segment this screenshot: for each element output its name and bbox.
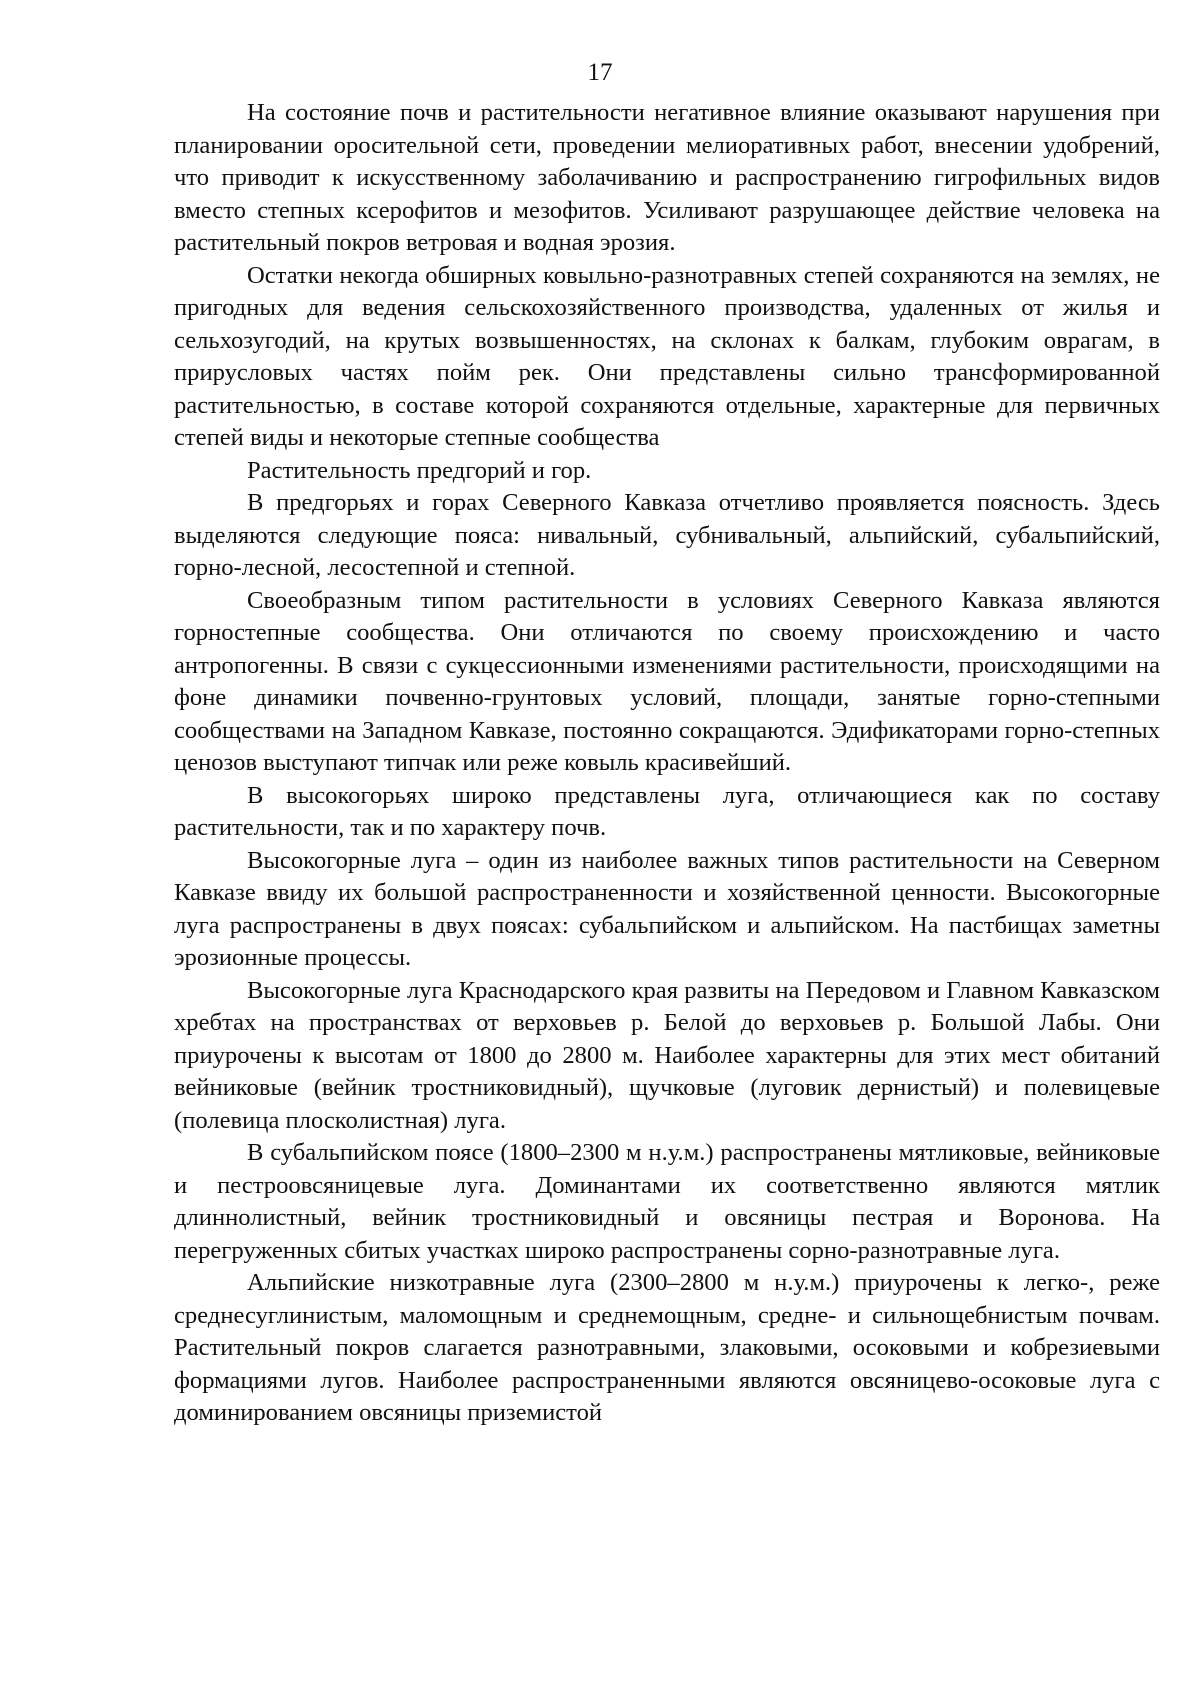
page-number: 17 — [587, 59, 613, 86]
paragraph-alpine-lowgrass: Альпийские низкотравные луга (2300–2800 м н.у.м.) приурочены к легко-, реже среднесуглинистым, маломощным и среднемощным, средне- и сильнощебнистым почвам. Растительный покров слагается разнотравными, злаковыми, осоковыми и кобрезиевыми формациями лугов. Наиболее распространенными являются овсяницево-осоковые луга с доминированием овсяницы приземистой — [174, 1269, 1160, 1426]
paragraph-subalpine-belt: В субальпийском поясе (1800–2300 м н.у.м.) распространены мятликовые, вейниковые и пестроовсяницевые луга. Доминантами их соответственно являются мятлик длиннолистный, вейник тростниковидный и овсяницы пестрая и Воронова. На перегруженных сбитых участках широко распространены сорно-разнотравные луга. — [174, 1139, 1160, 1264]
body-text — [174, 97, 1160, 1430]
section-heading-foothills: Растительность предгорий и гор. — [247, 456, 592, 484]
paragraph-soil-impact: На состояние почв и растительности негативное влияние оказывают нарушения при планировании оросительной сети, проведении мелиоративных работ, внесении удобрений, что приводит к искусственному заболачиванию и распространению гигрофильных видов вместо степных ксерофитов и мезофитов. Усиливают разрушающее действие человека на растительный покров ветровая и водная эрозия. — [174, 99, 1160, 256]
paragraph-steppe-remnants: Остатки некогда обширных ковыльно-разнотравных степей сохраняются на землях, не пригодных для ведения сельскохозяйственного производства, удаленных от жилья и сельхозугодий, на крутых возвышенностях, на склонах к балкам, глубоким оврагам, в прирусловых частях пойм рек. Они представлены сильно трансформированной растительностью, в составе которой сохраняются отдельные, характерные для первичных степей виды и некоторые степные сообщества — [174, 261, 1160, 451]
paragraph-mountain-steppe: Своеобразным типом растительности в условиях Северного Кавказа являются горностепные сообщества. Они отличаются по своему происхождению и часто антропогенны. В связи с сукцессионными изменениями растительности, происходящими на фоне динамики почвенно-грунтовых условий, площади, занятые горно-степными сообществами на Западном Кавказе, постоянно сокращаются. Эдификаторами горно-степных ценозов выступают типчак или реже ковыль красивейший. — [174, 586, 1160, 776]
paragraph-highland-meadows: В высокогорьях широко представлены луга, отличающиеся как по составу растительности, так и по характеру почв. — [174, 781, 1160, 841]
paragraph-alpine-meadows-importance: Высокогорные луга – один из наиболее важных типов растительности на Северном Кавказе ввиду их большой распространенности и хозяйственной ценности. Высокогорные луга распространены в двух поясах: субальпийском и альпийском. На пастбищах заметны эрозионные процессы. — [174, 846, 1160, 971]
paragraph-altitudinal-zones: В предгорьях и горах Северного Кавказа отчетливо проявляется поясность. Здесь выделяются следующие пояса: нивальный, субнивальный, альпийский, субальпийский, горно-лесной, лесостепной и степной. — [174, 489, 1160, 581]
paragraph-krasnodar-meadows: Высокогорные луга Краснодарского края развиты на Передовом и Главном Кавказском хребтах на пространствах от верховьев р. Белой до верховьев р. Большой Лабы. Они приурочены к высотам от 1800 до 2800 м. Наиболее характерны для этих мест обитаний вейниковые (вейник тростниковидный), щучковые (луговик дернистый) и полевицевые (полевица плосколистная) луга. — [174, 976, 1160, 1134]
